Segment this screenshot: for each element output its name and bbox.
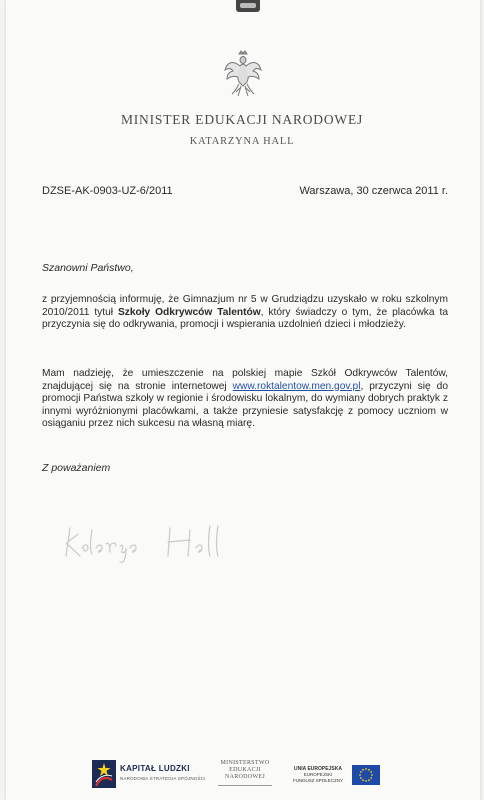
closing: Z poważaniem <box>42 462 111 474</box>
men-line-3: NARODOWEJ <box>224 774 266 780</box>
men-line-2: EDUKACJI <box>229 767 261 773</box>
minister-name: KATARZYNA HALL <box>189 136 295 147</box>
website-link[interactable]: www.roktalentow.men.gov.pl <box>232 380 361 392</box>
paragraph-1-start: z przyjemnością informuję, że Gimnazjum nr 5 w Grudziądzu uzyskało w roku szkolnym 2010/2011 tytuł <box>42 294 448 318</box>
paragraph-2-end: , przyczyni się do promocji Państwa szkoły w regionie i środowisku lokalnym, do wymiany dobrych praktyk z innymi wyróżnionymi placówkami, a także przyniesie satysfakcję z pomocy uczniom w osiąganiu przez nich sukcesu na własną miarę. <box>42 380 448 429</box>
eu-text <box>288 766 348 784</box>
kapital-ludzki-subtitle: NARODOWA STRATEGIA SPÓJNOŚCI <box>120 776 206 781</box>
men-logo <box>212 760 278 781</box>
footer-logos <box>0 752 484 800</box>
salutation: Szanowni Państwo, <box>42 262 134 274</box>
men-line-1: MINISTERSTWO <box>220 760 270 766</box>
paragraph-1 <box>42 294 448 332</box>
kapital-ludzki-icon <box>92 760 116 788</box>
paragraph-2-start: Mam nadzieję, że umieszczenie na polskiej mapie Szkół Odkrywców Talentów, znajdującej się na stronie internetowej <box>42 368 448 392</box>
men-divider <box>218 785 272 786</box>
handwritten-signature <box>60 518 250 568</box>
eu-line-3: FUNDUSZ SPOŁECZNY <box>292 778 343 783</box>
eu-flag-icon <box>352 765 380 785</box>
ministry-title: MINISTER EDUKACJI NARODOWEJ <box>120 112 364 127</box>
kapital-ludzki-title: KAPITAŁ LUDZKI <box>120 764 190 773</box>
paragraph-1-end: , który świadczy o tym, że placówka ta przyczynia się do odkrywania, promocji i wspierania uzdolnień dzieci i młodzieży. <box>42 306 448 330</box>
eu-line-1: UNIA EUROPEJSKA <box>294 766 342 772</box>
eagle-emblem-icon <box>223 50 263 98</box>
eu-line-2: EUROPEJSKI <box>303 772 333 777</box>
paragraph-2 <box>42 368 448 431</box>
reference-number: DZSE-AK-0903-UZ-6/2011 <box>42 185 173 197</box>
binder-clip <box>236 0 260 12</box>
school-title: Szkoły Odkrywców Talentów <box>117 306 261 318</box>
letter-date: Warszawa, 30 czerwca 2011 r. <box>299 185 448 197</box>
